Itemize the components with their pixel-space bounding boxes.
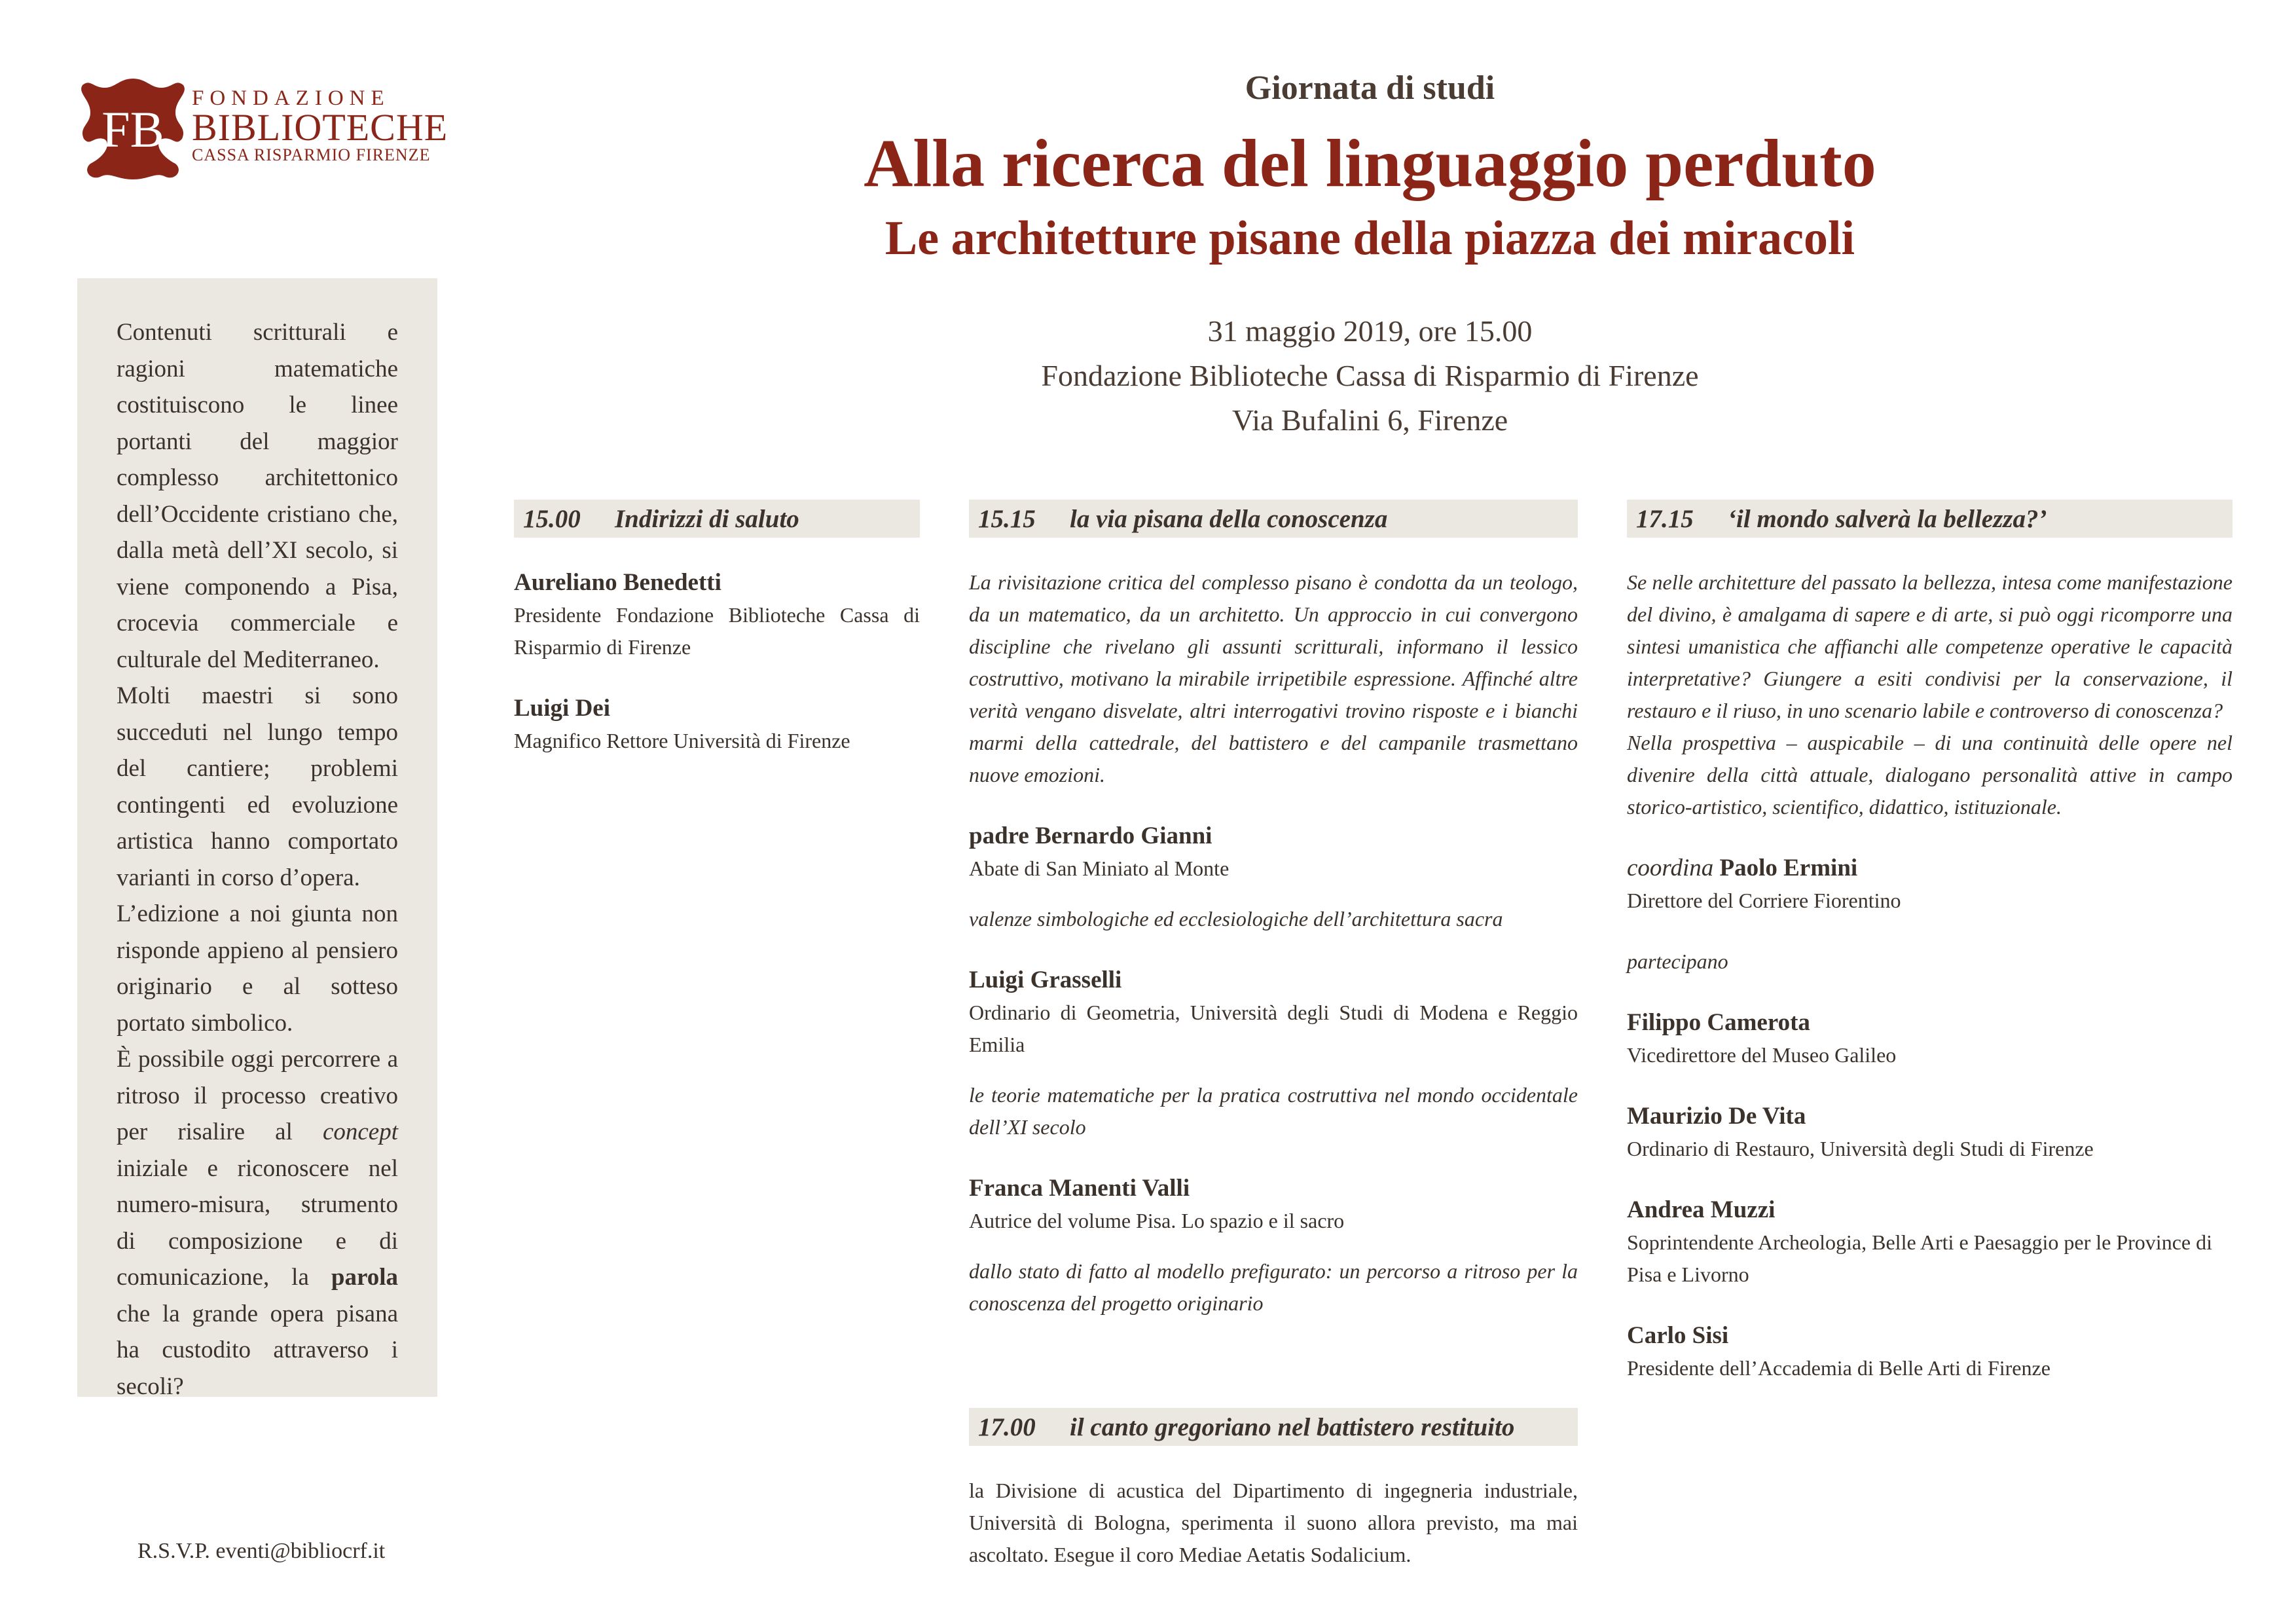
speaker-role: Magnifico Rettore Università di Firenze [514,729,850,752]
session-description: la Divisione di acustica del Dipartimento di ingegneria industriale, Università di Bologna, sperimenta il suono allora previsto, ma mai ascoltato. Esegue il coro Mediae Aetatis Sodalicium. [969,1479,1578,1566]
sidebar-text: che la grande opera pisana ha custodito attraverso i secoli? [117,1300,398,1400]
speaker-name: Andrea Muzzi [1627,1196,1776,1223]
logo-line-2: BIBLIOTECHE [192,106,448,149]
sidebar-text: iniziale e riconoscere nel numero-misura, strumento di composizione e di comunicazione, la [117,1154,398,1291]
speaker-role: Presidente dell’Accademia di Belle Arti di Firenze [1627,1356,2050,1380]
svg-text:FB: FB [101,101,164,158]
logo-line-3: CASSA RISPARMIO FIRENZE [192,145,431,164]
speaker-role: Soprintendente Archeologia, Belle Arti e Paesaggio per le Province di Pisa e Livorno [1627,1230,2212,1286]
event-info [655,309,2085,443]
session-gregorian-chant [969,1408,1578,1571]
logo-line-1: FONDAZIONE [192,86,390,110]
speaker-role: Vicedirettore del Museo Galileo [1627,1043,1897,1067]
sidebar-emphasis: concept [322,1118,398,1145]
speaker-name: Carlo Sisi [1627,1322,1729,1349]
sidebar-paragraph: Molti maestri si sono succeduti nel lungo tempo del cantiere; problemi contingenti ed evoluzione artistica hanno comportato varianti in corso d’opera. [117,682,398,891]
session-description: Se nelle architetture del passato la bellezza, intesa come manifestazione del divino, è amalgama di sapere e di arte, si può oggi ricomporre una sintesi umanistica che affianchi alle competenze operative le capacità interpretative? Giungere a esiti condivisi per la conservazione, il restauro e il riuso, in uno scenario labile e controverso di conoscenza? [1627,570,2232,722]
speaker-name: padre Bernardo Gianni [969,822,1212,849]
speaker-role: Abate di San Miniato al Monte [969,857,1230,880]
session-header [969,500,1578,538]
moderator-role: Direttore del Corriere Fiorentino [1627,889,1901,912]
talk-title: valenze simbologiche ed ecclesiologiche dell’architettura sacra [969,907,1503,931]
session-time: 15.15 [978,504,1036,533]
talk-title: le teorie matematiche per la pratica costruttiva nel mondo occidentale dell’XI secolo [969,1083,1578,1139]
speaker-role: Presidente Fondazione Biblioteche Cassa di Risparmio di Firenze [514,603,920,659]
event-subtitle: Le architetture pisane della piazza dei miracoli [884,212,1855,265]
event-title: Alla ricerca del linguaggio perduto [864,126,1876,201]
speaker-role: Ordinario di Geometria, Università degli Studi di Modena e Reggio Emilia [969,1001,1578,1056]
session-header [1627,500,2232,538]
speaker-name: Luigi Dei [514,695,610,722]
sidebar-strong: parola [331,1264,398,1291]
session-header [969,1408,1578,1446]
session-description: Nella prospettiva – auspicabile – di una continuità delle opere nel divenire della città attuale, dialogano personalità attive in campo storico-artistico, scientifico, didattico, istituzionale. [1627,731,2232,819]
sidebar-paragraph [117,1041,398,1405]
speaker-role: Ordinario di Restauro, Università degli Studi di Firenze [1627,1137,2094,1160]
speaker-name: Luigi Grasselli [969,967,1122,993]
event-address: Via Bufalini 6, Firenze [1231,403,1508,437]
session-title: ‘il mondo salverà la bellezza?’ [1728,504,2047,533]
sidebar-text: È possibile oggi percorrere a ritroso il processo creativo per risalire al [117,1046,398,1145]
speaker-name: Franca Manenti Valli [969,1175,1190,1202]
event-venue: Fondazione Biblioteche Cassa di Risparmio di Firenze [1041,359,1699,392]
speaker-name: Aureliano Benedetti [514,569,721,596]
fb-monogram-icon [77,73,189,185]
session-title: Indirizzi di saluto [615,504,799,533]
intro-sidebar [77,278,437,1400]
session-header [514,500,920,538]
session-time: 15.00 [523,504,581,533]
sidebar-paragraph: L’edizione a noi giunta non risponde appieno al pensiero originario e al sotteso portato simbolico. [117,900,398,1037]
event-kicker: Giornata di studi [1245,69,1495,107]
talk-title: dallo stato di fatto al modello prefigurato: un percorso a ritroso per la conoscenza del progetto originario [969,1259,1578,1315]
participants-label: partecipano [1627,950,1728,973]
session-beauty [1627,500,2232,1384]
foundation-logo [77,73,448,191]
session-greetings [514,500,920,757]
speaker-name: Maurizio De Vita [1627,1103,1806,1130]
session-description: La rivisitazione critica del complesso pisano è condotta da un teologo, da un matematico, da un architetto. Un approccio in cui convergono discipline che rivelano gli assunti scritturali, informano il lessico costruttivo, motivano la mirabile irripetibile espressione. Affinché altre verità vengano disvelate, altri interrogativi trovino risposte e i bianchi marmi della cattedrale, del battistero e del campanile trasmettano nuove emozioni. [969,570,1578,786]
session-title: la via pisana della conoscenza [1070,504,1388,533]
event-date: 31 maggio 2019, ore 15.00 [1207,314,1533,348]
session-title: il canto gregoriano nel battistero restituito [1070,1412,1515,1441]
sidebar-paragraph: Contenuti scritturali e ragioni matematiche costituiscono le linee portanti del maggior complesso architettonico dell’Occidente cristiano che, dalla metà dell’XI secolo, si viene componendo a Pisa, crocevia commerciale e culturale del Mediterraneo. [117,319,398,673]
session-pisan-way [969,500,1578,1320]
rsvp-contact: R.S.V.P. eventi@bibliocrf.it [137,1539,386,1563]
speaker-role: Autrice del volume Pisa. Lo spazio e il sacro [969,1209,1345,1232]
moderator-line [1627,852,2232,885]
speaker-name: Filippo Camerota [1627,1009,1810,1036]
session-time: 17.00 [978,1412,1036,1441]
moderator-name: Paolo Ermini [1719,855,1858,881]
moderator-label: coordina [1627,855,1714,881]
session-time: 17.15 [1636,504,1694,533]
